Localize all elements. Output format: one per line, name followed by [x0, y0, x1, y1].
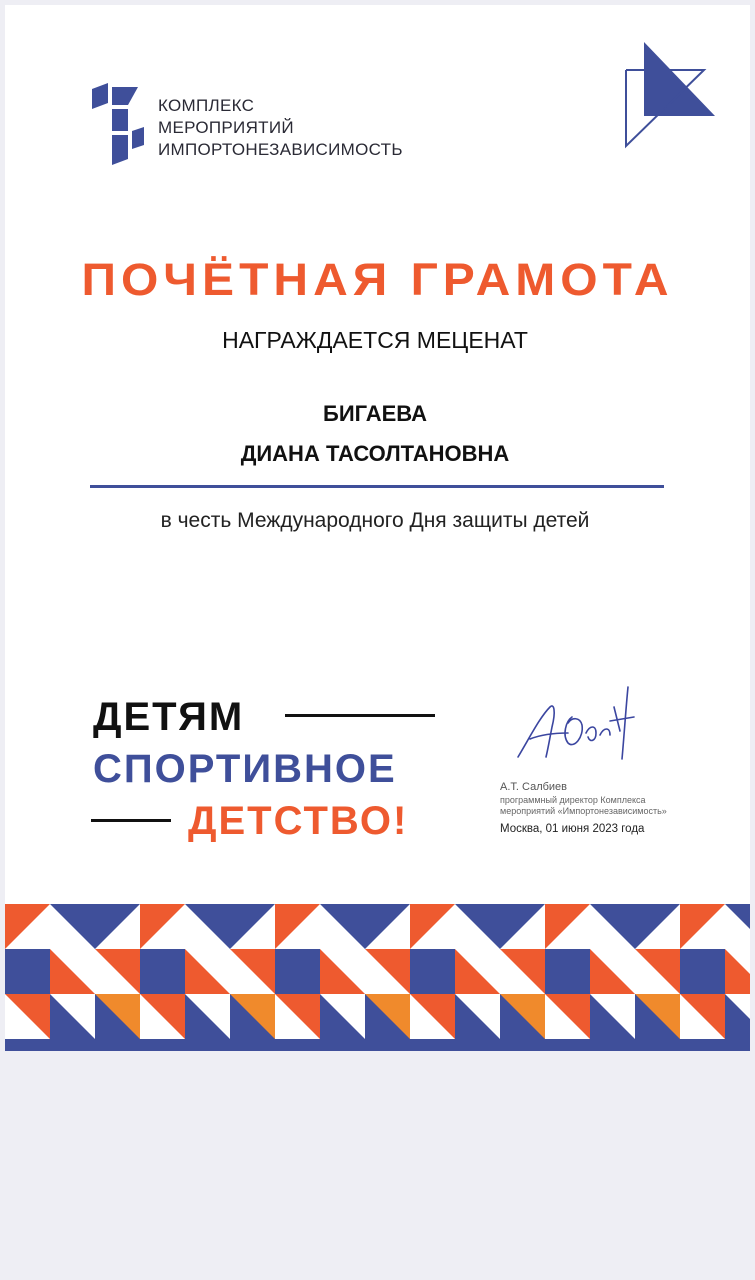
org-name-line1: КОМПЛЕКС [158, 96, 255, 115]
recipient-surname: БИГАЕВА [323, 401, 427, 426]
certificate-title: ПОЧЁТНАЯ ГРАМОТА [81, 255, 674, 306]
signatory-role [500, 795, 667, 817]
slogan-rule-bottom [91, 819, 171, 822]
slogan-rule-top [285, 714, 435, 717]
certificate-page [5, 5, 750, 1051]
recipient-given-names: ДИАНА ТАСОЛТАНОВНА [240, 441, 510, 466]
name-underline [90, 485, 664, 488]
place-and-date: Москва, 01 июня 2023 года [500, 823, 645, 835]
corner-triangle-icon [620, 40, 720, 150]
awarded-to-label: НАГРАЖДАЕТСЯ МЕЦЕНАТ [222, 327, 528, 353]
signatory-role-line1: программный директор Комплекса [500, 795, 646, 805]
org-name-line3: ИМПОРТОНЕЗАВИСИМОСТЬ [158, 140, 403, 159]
slogan-line1: ДЕТЯМ [93, 695, 245, 739]
org-name-line2: МЕРОПРИЯТИЙ [158, 118, 294, 137]
geometric-pattern-band [5, 904, 750, 1051]
signatory-role-line2: мероприятий «Импортонезависимость» [500, 806, 667, 816]
slogan-line3: ДЕТСТВО! [188, 799, 409, 843]
signatory-name: А.Т. Салбиев [500, 781, 568, 793]
handwritten-signature-icon [510, 677, 650, 772]
slogan-line2: СПОРТИВНОЕ [93, 747, 397, 791]
org-logo-icon [86, 83, 146, 165]
award-occasion: в честь Международного Дня защиты детей [160, 509, 590, 532]
org-name [158, 95, 403, 161]
